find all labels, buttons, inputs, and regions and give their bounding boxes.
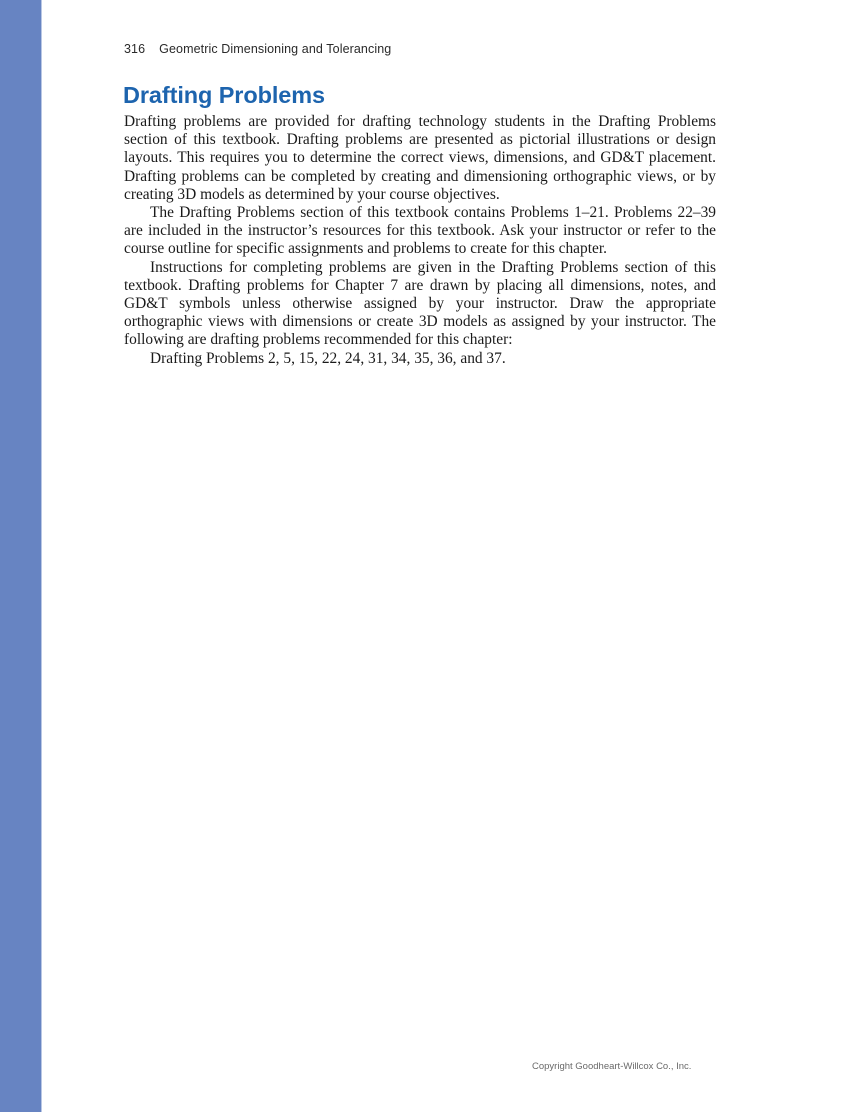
page-edge-divider: [41, 0, 42, 1112]
paragraph-recommended-problems: Drafting Problems 2, 5, 15, 22, 24, 31, 34, 35, 36, and 37.: [150, 349, 506, 367]
copyright-notice: Copyright Goodheart-Willcox Co., Inc.: [532, 1061, 692, 1072]
running-header: [124, 42, 391, 56]
chapter-title: Geometric Dimensioning and Tolerancing: [159, 42, 392, 56]
page-edge-color-bar: [0, 0, 41, 1112]
section-title: Drafting Problems: [123, 82, 325, 108]
page-number: 316: [124, 42, 146, 56]
paragraph-intro: Drafting problems are provided for drafting technology students in the Drafting Problems section of this textbook. Drafting problems are presented as pictorial illustrations or design layouts. This requires you to determine the correct views, dimensions, and GD&T placement. Drafting problems can be completed by creating and dimensioning orthographic views, or by creating 3D models as determined by your course objectives.: [124, 113, 716, 203]
paragraph-problem-range: The Drafting Problems section of this textbook contains Problems 1–21. Problems 22–39 are included in the instructor’s resources for this textbook. Ask your instructor or refer to the course outline for specific assignments and problems to create for this chapter.: [124, 204, 716, 258]
body-text: [124, 113, 716, 368]
paragraph-instructions: Instructions for completing problems are given in the Drafting Problems section of this textbook. Drafting problems for Chapter 7 are drawn by placing all dimensions, notes, and GD&T symbols unless otherwise assigned by your instructor. Draw the appropriate orthographic views with dimensions or create 3D models as assigned by your instructor. The following are drafting problems recommended for this chapter:: [124, 258, 716, 349]
